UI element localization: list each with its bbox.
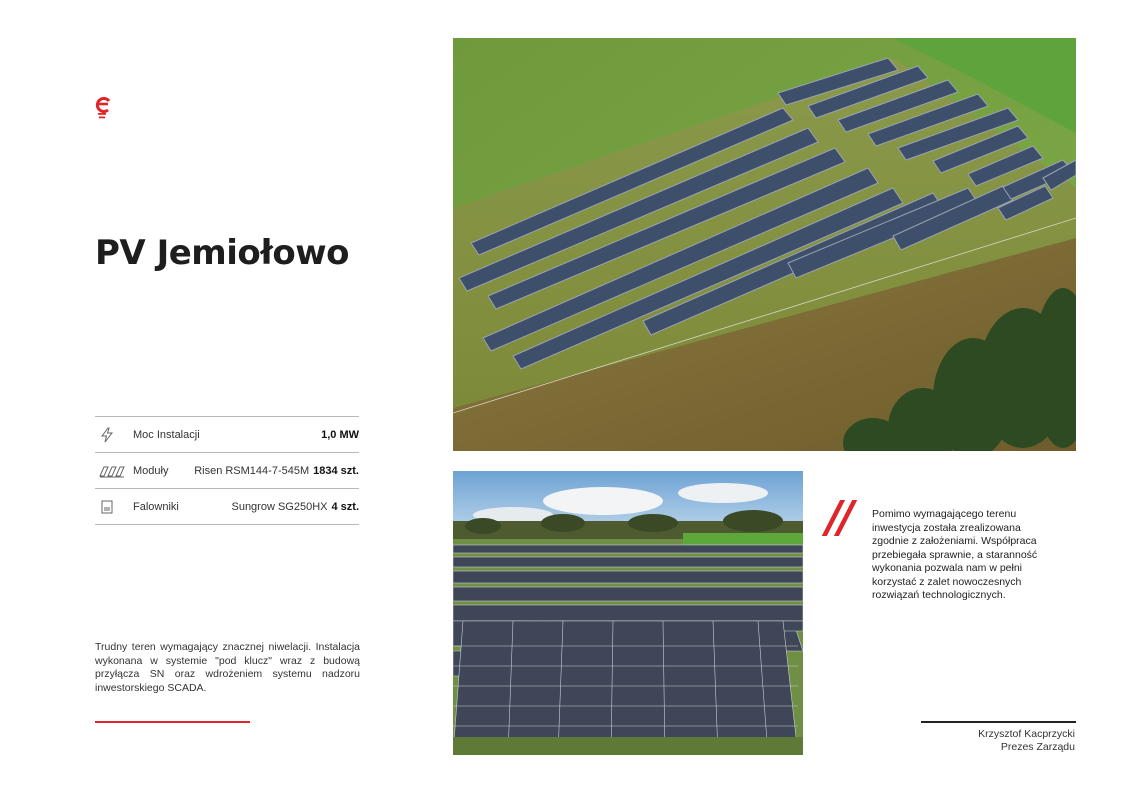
aerial-solar-farm-photo bbox=[453, 38, 1076, 451]
spec-row-power bbox=[95, 417, 359, 453]
spec-label: Moduły bbox=[133, 464, 169, 477]
signature-divider bbox=[921, 721, 1076, 723]
lightning-icon bbox=[95, 427, 133, 443]
spec-detail: Sungrow SG250HX bbox=[231, 500, 328, 513]
spec-value: 4 szt. bbox=[331, 500, 359, 513]
spec-value-row bbox=[317, 429, 359, 441]
spec-label: Moc Instalacji bbox=[133, 428, 200, 441]
spec-row-inverters bbox=[95, 489, 359, 525]
project-description: Trudny teren wymagający znacznej niwelacji. Instalacja wykonana w systemie "pod klucz" wraz z budową przyłącza SN oraz wdrożeniem systemu nadzoru inwestorskiego SCADA. bbox=[95, 641, 360, 694]
spec-row-modules bbox=[95, 453, 359, 489]
solar-panels-icon bbox=[95, 464, 133, 478]
page-title: PV Jemiołowo bbox=[95, 233, 349, 273]
spec-value-row bbox=[194, 465, 359, 477]
spec-value-row bbox=[231, 501, 359, 513]
company-logo bbox=[94, 94, 114, 122]
signature-role: Prezes Zarządu bbox=[1000, 741, 1075, 753]
spec-value: 1834 szt. bbox=[313, 464, 359, 477]
spec-value: 1,0 MW bbox=[321, 428, 359, 441]
signature-author: Krzysztof Kacprzycki bbox=[978, 728, 1075, 740]
quote-mark-icon: // bbox=[826, 492, 851, 543]
spec-label: Falowniki bbox=[133, 500, 179, 513]
specs-table bbox=[95, 416, 359, 525]
inverter-icon bbox=[95, 499, 133, 515]
signature-block bbox=[978, 728, 1075, 754]
spec-detail: Risen RSM144-7-545M bbox=[194, 464, 310, 477]
testimonial-quote: Pomimo wymagającego terenu inwestycja została zrealizowana zgodnie z założeniami. Współpraca przebiegała sprawnie, a staranność wykonania pozwala nam w pełni korzystać z zalet nowoczesnych rozwiązań technologicznych. bbox=[872, 508, 1038, 601]
ground-solar-panels-photo bbox=[453, 471, 803, 755]
accent-divider bbox=[95, 721, 250, 723]
